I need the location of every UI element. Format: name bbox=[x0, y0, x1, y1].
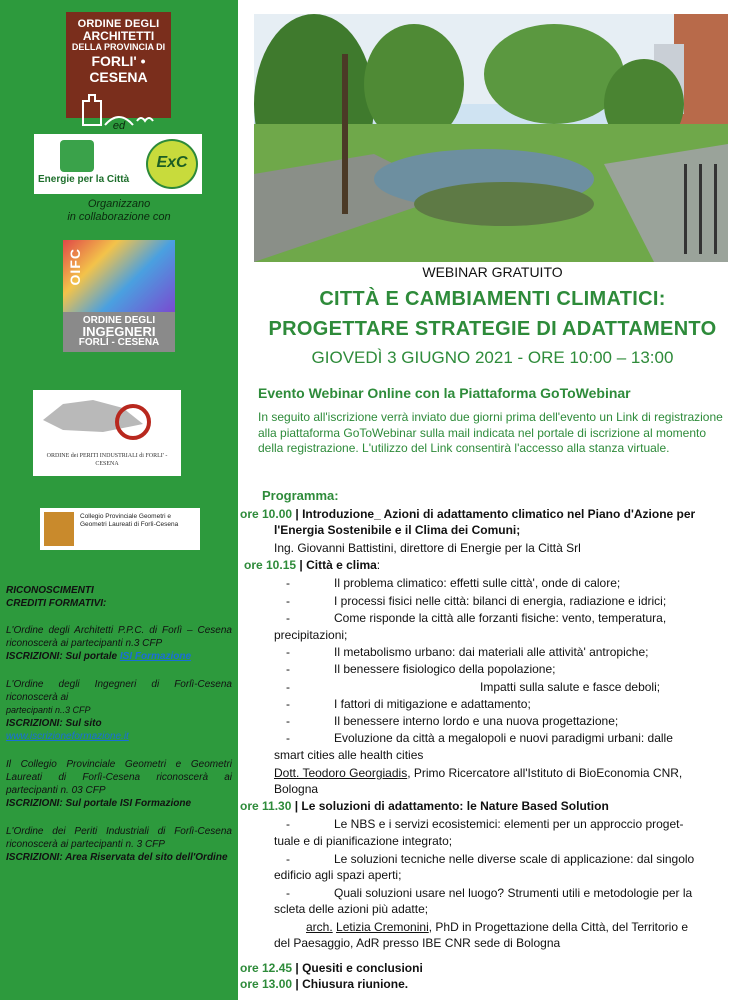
session-3-speaker: arch. Letizia Cremonini, PhD in Progettazione della Città, del Territorio e bbox=[306, 920, 688, 934]
collaborazione-label: in collaborazione con bbox=[67, 211, 171, 223]
epc-logo-text: Energie per la Città bbox=[38, 174, 130, 185]
s2-dash-8: - bbox=[286, 731, 290, 745]
session-2-item-wrap: precipitazioni; bbox=[274, 628, 348, 642]
session-2-item: Come risponde la città alle forzanti fisiche: vento, temperatura, bbox=[334, 611, 667, 625]
session-3-item-wrap: edificio agli spazi aperti; bbox=[274, 868, 402, 882]
credits-geom-text: Il Collegio Provinciale Geometri e Geometri Laureati di Forlì-Cesena riconoscerà ai partecipanti n. 03 CFP bbox=[6, 759, 232, 796]
exc-badge: ExC bbox=[146, 139, 198, 189]
event-intro-text: In seguito all'iscrizione verrà inviato due giorni prima dell'evento un Link di registrazione alla piattaforma GoToWebinar sulla mail indicata nel portale di iscrizione al momento della registrazione. L'utilizzo del Link consentirà l'accesso alla stanza virtuale. bbox=[258, 410, 723, 455]
session-2-speaker: Dott. Teodoro Georgiadis, Primo Ricercatore all'Istituto di BioEconomia CNR, bbox=[274, 766, 683, 780]
session-2-item: I processi fisici nelle città: bilanci di energia, radiazione e idrici; bbox=[334, 594, 667, 608]
periti-logo bbox=[33, 390, 181, 476]
pin-icon bbox=[60, 140, 94, 172]
session-2-item: Il benessere fisiologico della popolazione; bbox=[334, 662, 556, 676]
credits-ingegneri bbox=[6, 678, 232, 743]
session-3-title: ore 11.30 | Le soluzioni di adattamento: le Nature Based Solution bbox=[240, 799, 609, 813]
s2-dash-2: - bbox=[286, 611, 290, 625]
s2-dash-0: - bbox=[286, 576, 290, 590]
event-date: GIOVEDÌ 3 GIUGNO 2021 - ORE 10:00 – 13:00 bbox=[311, 348, 674, 367]
session-2-item: I fattori di mitigazione e adattamento; bbox=[334, 697, 531, 711]
credits-ing-text: L'Ordine degli Ingegneri di Forlì-Cesena riconoscerà ai bbox=[6, 679, 232, 703]
session-3-item: Quali soluzioni usare nel luogo? Strumenti utili e metodologie per la bbox=[334, 886, 693, 900]
s2-dash-7: - bbox=[286, 714, 290, 728]
isi-formazione-link[interactable]: ISI Formazione bbox=[119, 651, 192, 662]
session-2-item: Il metabolismo urbano: dai materiali alle attività' antropiche; bbox=[334, 645, 649, 659]
ingegneri-logo bbox=[63, 240, 175, 352]
session-2-item: Il problema climatico: effetti sulle città', onde di calore; bbox=[334, 576, 621, 590]
credits-heading-line2: CREDITI FORMATIVI: bbox=[6, 598, 107, 609]
arch-logo-line1: ORDINE DEGLI bbox=[77, 18, 160, 30]
credits-periti-text: L'Ordine dei Periti Industriali di Forlì-Cesena riconoscerà ai partecipanti n. 3 CFP bbox=[6, 826, 232, 850]
park-photo bbox=[254, 14, 728, 262]
event-platform-heading: Evento Webinar Online con la Piattaforma GoToWebinar bbox=[258, 385, 631, 401]
s2-dash-3: - bbox=[286, 645, 290, 659]
iscrizioneformazione-link[interactable]: www.iscrizioneformazione.it bbox=[6, 731, 129, 742]
periti-logo-text: ORDINE dei PERITI INDUSTRIALI di FORLI' - CESENA bbox=[46, 453, 168, 467]
session-3-speaker-cont: del Paesaggio, AdR presso IBE CNR sede di Bologna bbox=[274, 936, 561, 950]
program-label: Programma: bbox=[262, 488, 339, 503]
session-2-item: Il benessere interno lordo e una nuova progettazione; bbox=[334, 714, 619, 728]
session-2-speaker-city: Bologna bbox=[274, 782, 319, 796]
session-2-item: Impatti sulla salute e fasce deboli; bbox=[480, 680, 661, 694]
oifc-line1: ORDINE DEGLI bbox=[82, 315, 156, 326]
event-title-line1: CITTÀ E CAMBIAMENTI CLIMATICI: bbox=[319, 288, 666, 310]
s3-dash-1: - bbox=[286, 817, 290, 831]
geometri-mark-icon bbox=[44, 512, 74, 546]
session-3-item-wrap: tuale e di pianificazione integrato; bbox=[274, 834, 453, 848]
arch-logo-line4: FORLI' • CESENA bbox=[89, 53, 148, 85]
session-2-title: ore 10.15 | Città e clima: bbox=[244, 558, 381, 572]
s3-dash-3: - bbox=[286, 886, 290, 900]
oifc-line2: INGEGNERI bbox=[82, 324, 156, 339]
geometri-logo-text: Collegio Provinciale Geometri e Geometri Laureati di Forlì-Cesena bbox=[80, 513, 179, 528]
session-3-item: Le NBS e i servizi ecosistemici: elementi per un approccio proget- bbox=[334, 817, 684, 831]
credits-arch-text: L'Ordine degli Architetti P.P.C. di Forlì – Cesena riconoscerà ai partecipanti n.3 CFP bbox=[6, 625, 232, 649]
session-4-title: ore 12.45 | Quesiti e conclusioni bbox=[240, 961, 423, 975]
credits-panel bbox=[6, 584, 232, 879]
arch-logo-line3: DELLA PROVINCIA DI bbox=[71, 42, 166, 52]
credits-arch-iscr: ISCRIZIONI: Sul portale ISI Formazione bbox=[6, 651, 192, 662]
s2-dash-5: - bbox=[286, 680, 290, 694]
architetti-logo bbox=[66, 12, 171, 118]
geometri-logo bbox=[40, 508, 200, 550]
credits-ing-cfp: partecipanti n..3 CFP bbox=[6, 705, 91, 715]
gear-icon bbox=[115, 404, 151, 440]
session-3-item: Le soluzioni tecniche nelle diverse scale di applicazione: dal singolo bbox=[334, 852, 695, 866]
sidebar bbox=[0, 0, 238, 1000]
credits-architetti bbox=[6, 624, 232, 663]
arch-logo-line2: ARCHITETTI bbox=[82, 29, 155, 43]
credits-periti bbox=[6, 825, 232, 864]
session-2-item: Evoluzione da città a megalopoli e nuovi paradigmi urbani: dalle bbox=[334, 731, 673, 745]
session-2-item-wrap: smart cities alle health cities bbox=[274, 748, 424, 762]
organizzano-label: Organizzano bbox=[87, 198, 151, 210]
session-1-speaker: Ing. Giovanni Battistini, direttore di Energie per la Città Srl bbox=[274, 541, 581, 555]
ed-label: ed bbox=[112, 120, 126, 132]
s2-dash-6: - bbox=[286, 697, 290, 711]
credits-heading-line1: RICONOSCIMENTI bbox=[6, 585, 94, 596]
s3-dash-2: - bbox=[286, 852, 290, 866]
session-1-title: ore 10.00 | Introduzione_ Azioni di adattamento climatico nel Piano d'Azione per bbox=[240, 507, 696, 521]
energie-per-la-citta-logo bbox=[34, 134, 202, 194]
credits-geometri bbox=[6, 758, 232, 810]
oifc-label bbox=[63, 312, 175, 352]
credits-heading bbox=[6, 584, 232, 610]
webinar-label: WEBINAR GRATUITO bbox=[422, 264, 563, 280]
session-3-item-wrap: scleta delle azioni più adatte; bbox=[274, 902, 429, 916]
session-1-title-cont: l'Energia Sostenibile e il Clima dei Comuni; bbox=[274, 523, 521, 537]
main-content bbox=[238, 0, 747, 1000]
event-title-line2: PROGETTARE STRATEGIE DI ADATTAMENTO bbox=[268, 318, 717, 340]
s2-dash-4: - bbox=[286, 662, 290, 676]
credits-geom-iscr: ISCRIZIONI: Sul portale ISI Formazione bbox=[6, 798, 192, 809]
oifc-side-text: OIFC bbox=[67, 248, 83, 286]
session-5-title: ore 13.00 | Chiusura riunione. bbox=[240, 977, 409, 991]
s2-dash-1: - bbox=[286, 594, 290, 608]
credits-ing-iscr: ISCRIZIONI: Sul sito bbox=[6, 718, 102, 729]
credits-periti-iscr: ISCRIZIONI: Area Riservata del sito dell'Ordine bbox=[6, 852, 228, 863]
park-pond-image bbox=[254, 14, 728, 262]
oifc-line3: FORLÌ - CESENA bbox=[78, 337, 160, 348]
